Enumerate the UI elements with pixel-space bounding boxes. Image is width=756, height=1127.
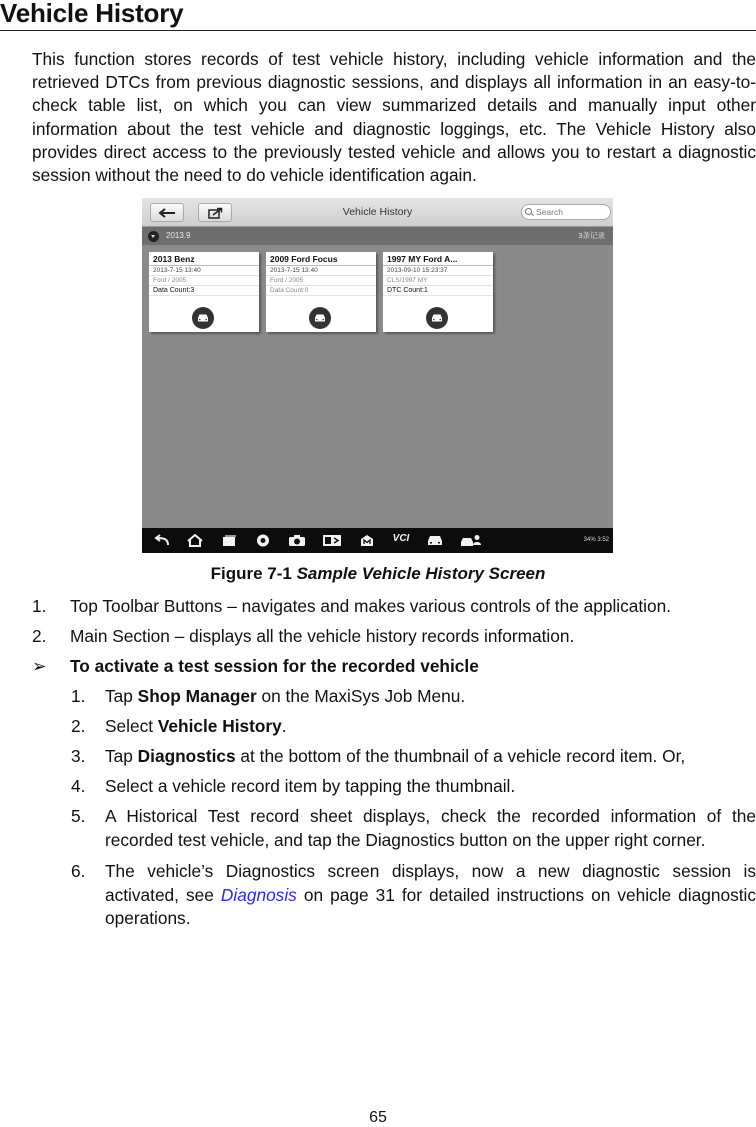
back-icon[interactable] [152,534,170,547]
legend-text: Main Section – displays all the vehicle history records information. [70,626,575,646]
date-filter-bar [142,227,613,245]
search-input[interactable] [521,204,611,220]
figure-caption [0,563,756,585]
ui-term: Diagnostics [137,746,236,766]
card-vehicle: CLS/1997 MY [383,276,493,286]
legend-item [32,595,756,617]
card-count: DTC Count:1 [383,286,493,296]
figure-label: Figure 7-1 [210,564,297,583]
step-text: A Historical Test record sheet displays, check the recorded information of the recorded test vehicle, and tap the Diagnostics button on the upper right corner. [105,806,756,850]
car-icon [313,313,327,323]
vehicle-record-card[interactable] [149,252,259,332]
card-vehicle: Ford / 2005 [149,276,259,286]
procedure-heading [32,655,756,677]
section-title: Vehicle History [0,0,184,28]
car-icon [196,313,210,323]
vci-icon[interactable]: VCI [392,533,410,544]
bullet-icon: ➢ [32,656,47,676]
step-item [71,805,756,851]
screen-mirror-icon[interactable] [322,534,342,547]
page-number: 65 [369,1109,387,1126]
maxifix-icon[interactable] [358,534,376,547]
intro-paragraph: This function stores records of test vehicle history, including vehicle information and the retrieved DTCs from previous diagnostic sessions, and displays all information in an easy-to-check table list, on which you can view summarized details and manually input other information about the test vehicle and diagnostic loggings, etc. The Vehicle History also provides direct access to the previously tested vehicle and allows you to restart a diagnostic session without the need to do vehicle identification again. [32,49,756,186]
vehicle-record-card[interactable] [266,252,376,332]
card-title: 2009 Ford Focus [266,252,376,266]
card-date: 2013-7-15 13:40 [266,266,376,276]
step-number: 5. [71,806,86,826]
step-item: 1. Tap Shop Manager on the MaxiSys Job Menu. [71,686,466,706]
car-icon [430,313,444,323]
chrome-icon[interactable] [254,534,272,547]
step-number: 4. [71,776,86,796]
recent-apps-icon[interactable] [220,534,238,547]
step-text: The vehicle’s Diagnostics screen displays, now a new diagnostic session is activated, see Diagnosis on page 31 for detailed instructions on vehicle diagnostic operations. [105,861,756,928]
vehicle-history-screenshot [142,198,613,553]
diagnostics-button[interactable] [426,307,448,329]
step-number: 1. [71,686,86,706]
shop-car-icon[interactable] [460,534,482,547]
card-title: 2013 Benz [149,252,259,266]
diagnostics-button[interactable] [309,307,331,329]
search-placeholder: Search [536,207,563,217]
card-count: Data Count:0 [266,286,376,296]
legend-number: 1. [32,596,47,616]
ui-term: Shop Manager [137,686,257,706]
status-bar-info: 34% 3:52 [583,537,609,543]
step-number: 6. [71,861,86,881]
step-text: Select a vehicle record item by tapping the thumbnail. [105,776,516,796]
step-number: 3. [71,746,86,766]
step-item: 2. Select Vehicle History. [71,716,287,736]
record-count: 3条记录 [578,231,605,240]
card-date: 2013-09-10 15:23:37 [383,266,493,276]
dropdown-icon[interactable] [148,231,159,242]
top-toolbar [142,198,613,227]
system-navigation-bar [142,528,613,553]
vehicle-record-card[interactable] [383,252,493,332]
legend-text: Top Toolbar Buttons – navigates and makes various controls of the application. [70,596,672,616]
step-item [71,860,756,932]
car-icon[interactable] [426,534,444,547]
step-number: 2. [71,716,86,736]
camera-icon[interactable] [288,534,306,547]
procedure-title: To activate a test session for the recorded vehicle [70,656,479,676]
ui-term: Vehicle History [157,716,282,736]
section-heading [0,0,756,31]
home-icon[interactable] [186,534,204,547]
step-item: 3. Tap Diagnostics at the bottom of the thumbnail of a vehicle record item. Or, [71,746,686,766]
figure-title: Sample Vehicle History Screen [296,564,546,583]
card-vehicle: Ford / 2005 [266,276,376,286]
step-item [71,775,756,797]
filter-date: 2013.9 [166,231,191,240]
diagnostics-button[interactable] [192,307,214,329]
toolbar-title: Vehicle History [342,206,413,218]
diagnosis-link[interactable]: Diagnosis [220,884,297,905]
legend-number: 2. [32,626,47,646]
card-date: 2013-7-15 13:40 [149,266,259,276]
card-count: Data Count:3 [149,286,259,296]
card-title: 1997 MY Ford A... [383,252,493,266]
legend-item [32,625,756,647]
search-icon [525,208,532,215]
